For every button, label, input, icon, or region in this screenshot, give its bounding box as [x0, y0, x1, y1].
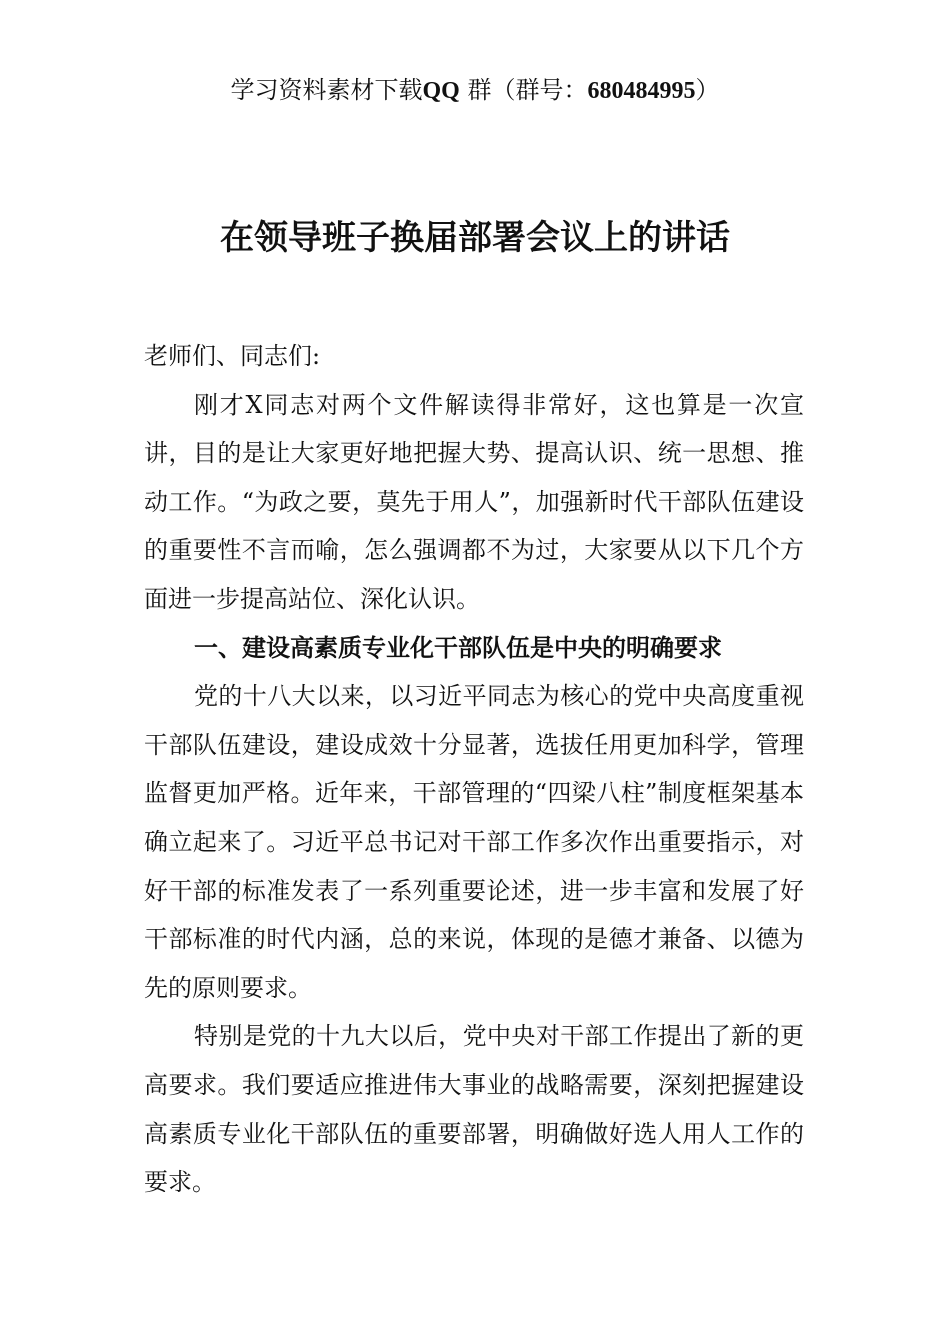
header-group: 群（群号：	[459, 76, 588, 104]
section-heading-1: 一、建设高素质专业化干部队伍是中央的明确要求	[194, 633, 722, 662]
header-watermark-line	[0, 72, 950, 109]
header-prefix: 学习资料素材下载	[230, 76, 423, 104]
paragraph-3: 特别是党的十九大以后，党中央对干部工作提出了新的更高要求。我们要适应推进伟大事业的战略需要，深刻把握建设高素质专业化干部队伍的重要部署，明确做好选人用人工作的要求。	[144, 1022, 804, 1197]
document-body	[144, 332, 804, 1207]
document-title: 在领导班子换届部署会议上的讲话	[220, 218, 730, 258]
header-qq: QQ	[422, 78, 460, 104]
salutation: 老师们、同志们:	[144, 342, 321, 370]
paragraph-intro: 刚才X同志对两个文件解读得非常好，这也算是一次宣讲，目的是让大家更好地把握大势、提高认识、统一思想、推动工作。“为政之要，莫先于用人”，加强新时代干部队伍建设的重要性不言而喻，怎么强调都不为过，大家要从以下几个方面进一步提高站位、深化认识。	[144, 390, 804, 613]
paragraph-2: 党的十八大以来，以习近平同志为核心的党中央高度重视干部队伍建设，建设成效十分显著，选拔任用更加科学，管理监督更加严格。近年来，干部管理的“四梁八柱”制度框架基本确立起来了。习近平总书记对干部工作多次作出重要指示，对好干部的标准发表了一系列重要论述，进一步丰富和发展了好干部标准的时代内涵，总的来说，体现的是德才兼备、以德为先的原则要求。	[144, 682, 804, 1002]
header-group-number: 680484995	[587, 78, 696, 104]
header-suffix: ）	[695, 76, 720, 104]
